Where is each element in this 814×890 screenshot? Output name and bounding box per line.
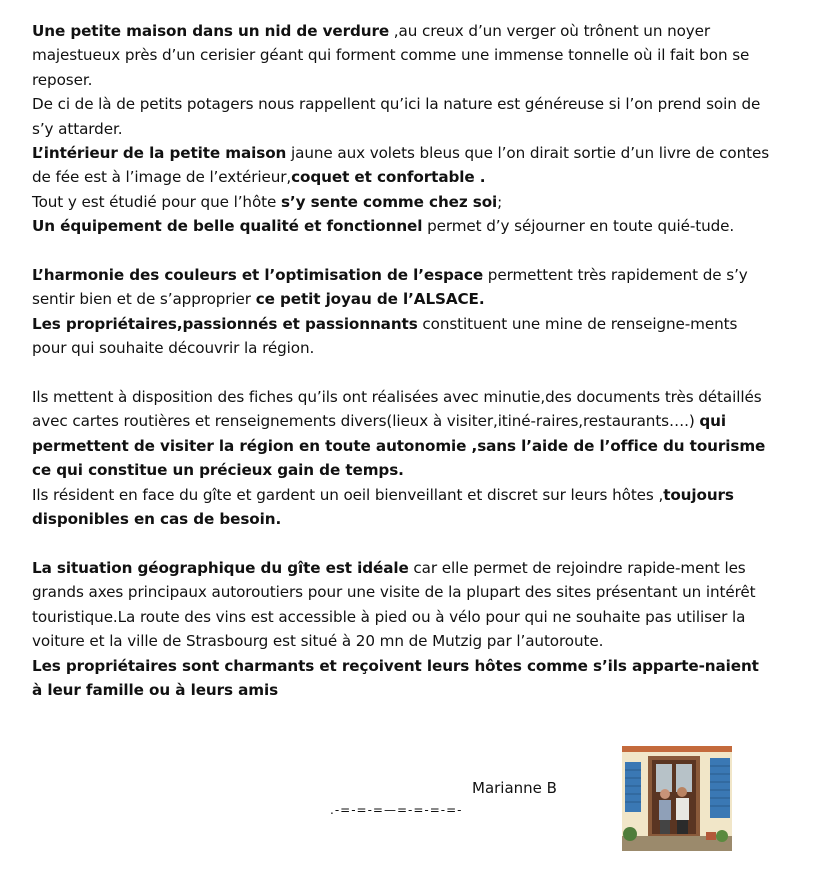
house-photo [622,746,732,851]
text-line [32,263,772,312]
bold-run: Les propriétaires,passionnés et passionnants [32,314,418,333]
paragraph-gap [32,361,772,385]
bold-run: L’intérieur de la petite maison [32,144,287,163]
text-run: Ils résident en face du gîte et gardent un oeil bienveillant et discret sur leurs hôtes , [32,485,664,504]
bold-run: Une petite maison dans un nid de verdure [32,22,390,40]
text-line [32,483,772,532]
text-line [32,214,772,238]
text-line [32,312,772,361]
text-line [32,19,772,92]
bold-run: Un équipement de belle qualité et fonctionnel [32,217,423,236]
testimonial-text [32,19,772,702]
text-line [32,141,772,190]
text-run: constituent une mine de renseigne-ments pour qui souhaite découvrir la région. [32,314,738,358]
text-line [32,385,772,483]
text-run: ,au creux d’un verger où trônent un noyer majestueux près d’un cerisier géant qui forment comme une immense tonnelle où il fait bon se reposer. [32,22,750,89]
bold-run: toujours disponibles en cas de besoin. [32,485,734,529]
paragraph-gap [32,239,772,263]
signature: Marianne B [472,779,557,797]
text-run: jaune aux volets bleus que l’on dirait sortie d’un livre de contes de fée est à l’image de l’extérieur, [32,144,770,187]
house-photo-illustration [622,746,732,851]
text-run: permettent très rapidement de s’y sentir bien et de s’approprier [32,266,748,309]
bold-run: qui permettent de visiter la région en toute autonomie ,sans l’aide de l’office du tourisme ce qui constitue un précieux gain de temps. [32,412,766,480]
text-line [32,190,772,214]
bold-run: ce petit joyau de l’ALSACE. [255,290,485,309]
text-line [32,92,772,141]
text-run: permet d’y séjourner en toute quié-tude. [422,217,735,236]
paragraph-gap [32,532,772,556]
text-run: ; [497,192,503,211]
text-line [32,556,772,654]
text-run: Ils mettent à disposition des fiches qu’ils ont réalisées avec minutie,des documents très détaillés avec cartes routières et renseignements divers(lieux à visiter,itiné-raires,restaurants….) [32,388,762,431]
bold-run: Les propriétaires sont charmants et reçoivent leurs hôtes comme s’ils apparte-naient à leur famille ou à leurs amis [32,656,759,699]
separator: .-=-=-=—=-=-=-=- [330,803,463,817]
bold-run: L’harmonie des couleurs et l’optimisation de l’espace [32,266,484,285]
text-run: De ci de là de petits potagers nous rappellent qu’ici la nature est généreuse si l’on prend soin de s’y attarder. [32,95,761,138]
bold-run: La situation géographique du gîte est idéale [32,558,409,577]
text-run: Tout y est étudié pour que l’hôte [32,192,281,211]
bold-run: coquet et confortable . [291,168,486,187]
text-run: car elle permet de rejoindre rapide-ment les grands axes principaux autoroutiers pour une visite de la plupart des sites présentant un intérêt touristique.La route des vins est accessible à pied ou à vélo pour qui ne souhaite pas utiliser la voiture et la ville de Strasbourg est situé à 20 mn de Mutzig par l’autoroute. [32,558,756,651]
bold-run: s’y sente comme chez soi [280,192,498,211]
text-line [32,654,772,703]
